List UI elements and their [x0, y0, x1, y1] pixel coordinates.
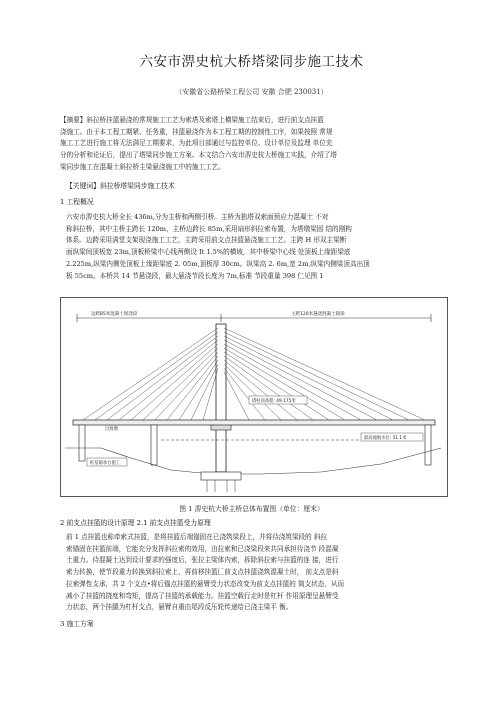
- water-level-label: 最高通航水位: 51.1米: [364, 436, 407, 441]
- abstract-line: 分的分析和论证后，提出了塔梁同步施工方案。本文结合六安市淠史杭大桥施工实践，介绍了塔: [60, 151, 337, 160]
- abstract-line: 施工工艺进行施工将无法满足工期要求，为此项目部通过与监控单位、设计单位及监理 单位充: [60, 139, 333, 148]
- figure-caption: 图 1 淠史杭大桥主桥总体布置图（单位：厘米）: [179, 505, 324, 513]
- body-line: 土重力。待混凝土达到设计要求的强度后，张拉主梁体内索，拆除斜拉索与挂篮的连 接，进行: [66, 556, 339, 565]
- section-2-paragraph: [66, 532, 451, 614]
- main-tower: [216, 324, 226, 472]
- keywords: 【关键词】斜拉桥塔梁同步施工技术: [66, 182, 175, 190]
- pier-label: 过渡墩: [105, 427, 118, 432]
- body-line: 体系。边跨采用满堂支架现浇施工工艺，主跨采用前支点挂篮悬浇施工工艺。主跨 H 形双主梁断: [66, 236, 347, 245]
- abstract-line: 【摘要】斜拉桥挂篮悬浇的常规施工工艺为索塔及索塔上横梁施工结束后，进行前支点挂篮: [60, 116, 324, 124]
- section-1-heading: 1 工程概况: [60, 198, 94, 206]
- right-stay-cables: [224, 328, 425, 420]
- abstract-line: 浇施工。由于本工程工期紧、任务重，挂篮悬浇作为本工程工期的控制性工序，如果按照 常规: [60, 127, 333, 136]
- body-line: 面纵梁间顶板宽 23m,顶板桥梁中心线两侧设 It 1.5%的横坡，其中桥梁中心线 处顶板上缘距梁底: [66, 248, 351, 257]
- abstract-line: 梁同步施工在混凝土斜拉桥主梁悬浇施工中的施工工艺。: [60, 162, 225, 171]
- foundation-label: 桩基础承台施工: [90, 461, 121, 466]
- body-line: 索力转换，使节段重力转换到斜拉索上，再前移挂篮匚前支点挂篮浇筑混凝土时， 前支点是斜: [66, 568, 339, 577]
- body-line: 板 55cm。本桥共 14 节悬浇段，最大悬浇节段长度为 7m,标准 节段重量 398 仁见图 1: [66, 271, 324, 280]
- pile-cap: [201, 472, 241, 480]
- section-2-heading: 2 前支点挂篮的设计原理 2.1 前支点挂篮受力原理: [60, 519, 211, 527]
- end-pier: [425, 425, 431, 465]
- deck-girder: [73, 420, 435, 425]
- body-line: 2.225m,纵梁内侧处顶板上缘距梁底 2. 05m,顶板厚 30cm。纵梁高 2. 6m,宽 2m,纵梁内侧梁顶高出顶: [66, 259, 370, 268]
- abstract-paragraph: [60, 115, 450, 174]
- body-line: 称斜拉桥，其中主桥主跨长 120m、主桥边跨长 85m,采用扇形斜拉索布置，为塔墩梁固 结的刚构: [66, 224, 352, 233]
- body-line: 拉索弹性支承，共 2 个支点•将后锚点挂篮的悬臂受力状态改变为前支点挂篮的 简支状态，从而: [66, 579, 345, 588]
- section-1-paragraph: [66, 212, 451, 282]
- right-span-label: 主跨120米悬浇混凝土箱梁: [291, 312, 345, 317]
- body-line: 索锚固在挂篮前端，它能充分发挥斜拉索的效用，由拉索和已浇梁段来共同承担待浇节 段混凝: [66, 544, 339, 553]
- section-3-heading: 3 施工方案: [60, 620, 94, 628]
- body-line: 六安市淠史杭大桥全长 436m,分为主桥和两侧引桥。主桥为独塔双索面预应力混凝土 不对: [66, 213, 329, 221]
- tower-elevation-label: 塔柱顶高程: 49.175米: [252, 399, 296, 404]
- body-line: 减小了挂篮的挠度和弯矩，提高了挂篮的承载能力。挂篮空载行走时是杠杆 作用原理呈悬臂受: [66, 591, 339, 600]
- author-affiliation: （安徽省公路桥梁工程公司 安徽 合肥 230031）: [175, 88, 328, 96]
- bridge-drawing: [61, 298, 447, 496]
- document-title: 六安市淠史杭大桥塔梁同步施工技术: [139, 54, 364, 70]
- body-line: 前 1 点挂篮也称牵索式挂篮，是将挂篮后端锚固在已浇筑梁段上，并将待浇筑梁段的 斜拉: [66, 533, 328, 541]
- side-pier: [151, 425, 157, 465]
- left-span-label: 边跨85米混凝土现浇段: [91, 312, 138, 317]
- side-pier: [79, 425, 85, 461]
- piles: [207, 480, 235, 492]
- body-line: 力状态，两个挂腿为杠杆支点，悬臂自重由尾段反压轮传递给已浇主梁平 衡。: [66, 603, 293, 612]
- left-stay-cables: [83, 328, 218, 420]
- bridge-layout-figure: [60, 297, 448, 497]
